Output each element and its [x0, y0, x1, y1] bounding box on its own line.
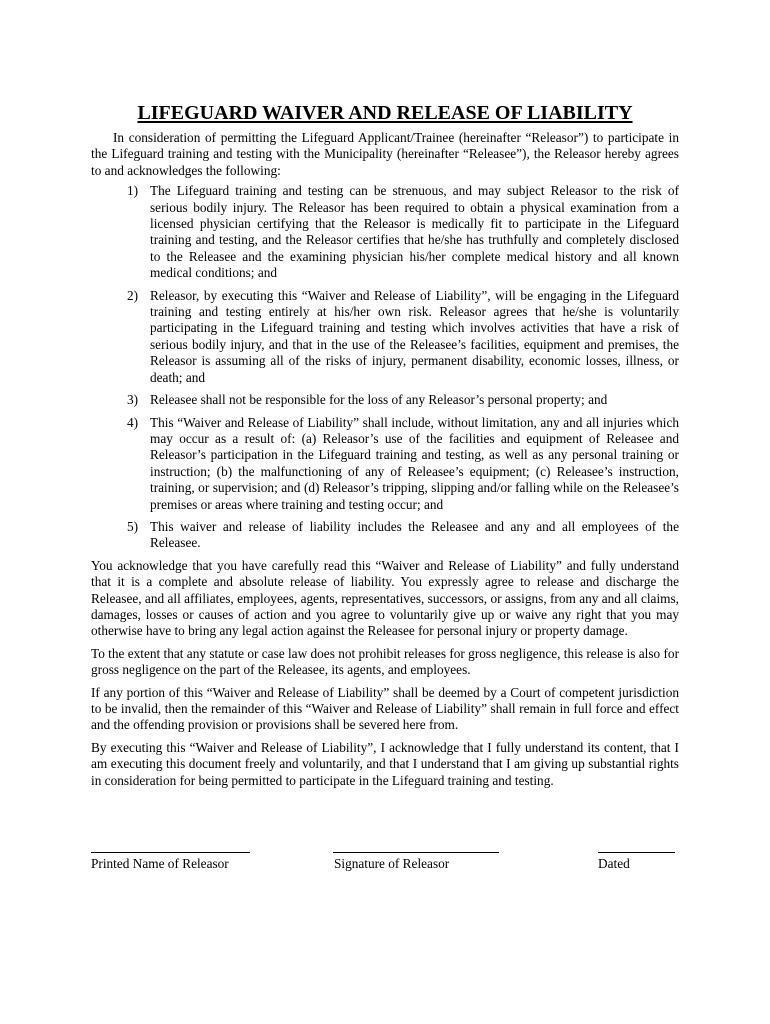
list-item-number: 5): [127, 518, 139, 534]
signature-label: Signature of Releasor: [334, 856, 450, 871]
gross-negligence-paragraph: To the extent that any statute or case law does not prohibit releases for gross negligence, this release is also for gross negligence on the part of the Releasee, its agents, and employees.: [91, 645, 680, 678]
list-item: [91, 288, 679, 386]
severability-paragraph: If any portion of this “Waiver and Release of Liability” shall be deemed by a Court of competent jurisdiction to be invalid, then the remainder of this “Waiver and Release of Liability” shall remain in full force and effect and the offending provision or provisions shall be severed here from.: [91, 684, 679, 733]
acknowledgement-list: [91, 183, 679, 552]
list-item-number: 4): [127, 414, 139, 430]
list-item: [91, 183, 679, 281]
signature-block: [0, 852, 770, 882]
list-item-text: This waiver and release of liability includes the Releasee and any and all employees of the Releasee.: [150, 518, 679, 551]
execution-paragraph: By executing this “Waiver and Release of Liability”, I acknowledge that I fully understand its content, that I am executing this document freely and voluntarily, and that I understand that I am giving up substantial rights in consideration for being permitted to participate in the Lifeguard training and testing.: [91, 739, 679, 788]
document-body: [91, 130, 679, 795]
dated-label: Dated: [598, 856, 630, 871]
list-item-number: 2): [127, 287, 139, 303]
list-item-text: The Lifeguard training and testing can be strenuous, and may subject Releasor to the risk of serious bodily injury. The Releasor has been required to obtain a physical examination from a licensed physician certifying that the Releasor is medically fit to participate in the Lifeguard training and testing, and the Releasor certifies that he/she has truthfully and completely disclosed to the Releasee and the examining physician his/her complete medical history and all known medical conditions; and: [150, 183, 679, 281]
acknowledgement-paragraph: You acknowledge that you have carefully read this “Waiver and Release of Liability” and fully understand that it is a complete and absolute release of liability. You expressly agree to release and discharge the Releasee, and all affiliates, employees, agents, representatives, successors, or assigns, from any and all claims, damages, losses or causes of action and you agree to voluntarily give up or waive any right that you may otherwise have to bring any legal action against the Releasee for personal injury or property damage.: [91, 557, 679, 639]
list-item: [91, 519, 679, 552]
list-item-text: Releasee shall not be responsible for the loss of any Releasor’s personal property; and: [150, 392, 608, 408]
signature-line[interactable]: [333, 852, 499, 853]
document-title: LIFEGUARD WAIVER AND RELEASE OF LIABILITY: [137, 102, 633, 124]
printed-name-line[interactable]: [91, 852, 250, 853]
list-item-number: 1): [127, 183, 139, 199]
list-item: [91, 415, 679, 513]
printed-name-label: Printed Name of Releasor: [91, 856, 229, 871]
list-item-text: This “Waiver and Release of Liability” shall include, without limitation, any and all injuries which may occur as a result of: (a) Releasor’s use of the facilities and equipment of Releasee and Releasor’s participation in the Lifeguard training and testing, as well as any personal training or instruction; (b) the malfunctioning of any of Releasee’s equipment; (c) Releasee’s instruction, training, or supervision; and (d) Releasor’s tripping, slipping and/or falling while on the Releasee’s premises or areas where training and testing occur; and: [150, 414, 679, 512]
list-item: [91, 392, 679, 408]
list-item-number: 3): [127, 392, 139, 408]
date-line[interactable]: [598, 852, 675, 853]
intro-paragraph: In consideration of permitting the Lifeguard Applicant/Trainee (hereinafter “Releasor”) to participate in the Lifeguard training and testing with the Municipality (hereinafter “Releasee”), the Releasor hereby agrees to and acknowledges the following:: [91, 130, 679, 178]
list-item-text: Releasor, by executing this “Waiver and Release of Liability”, will be engaging in the Lifeguard training and testing entirely at his/her own risk. Releasor agrees that he/she is voluntarily participating in the Lifeguard training and testing which involves activities that have a risk of serious bodily injury, and that in the use of the Releasee’s facilities, equipment and premises, the Releasor is assuming all of the risks of injury, permanent disability, economic losses, illness, or death; and: [150, 287, 679, 385]
